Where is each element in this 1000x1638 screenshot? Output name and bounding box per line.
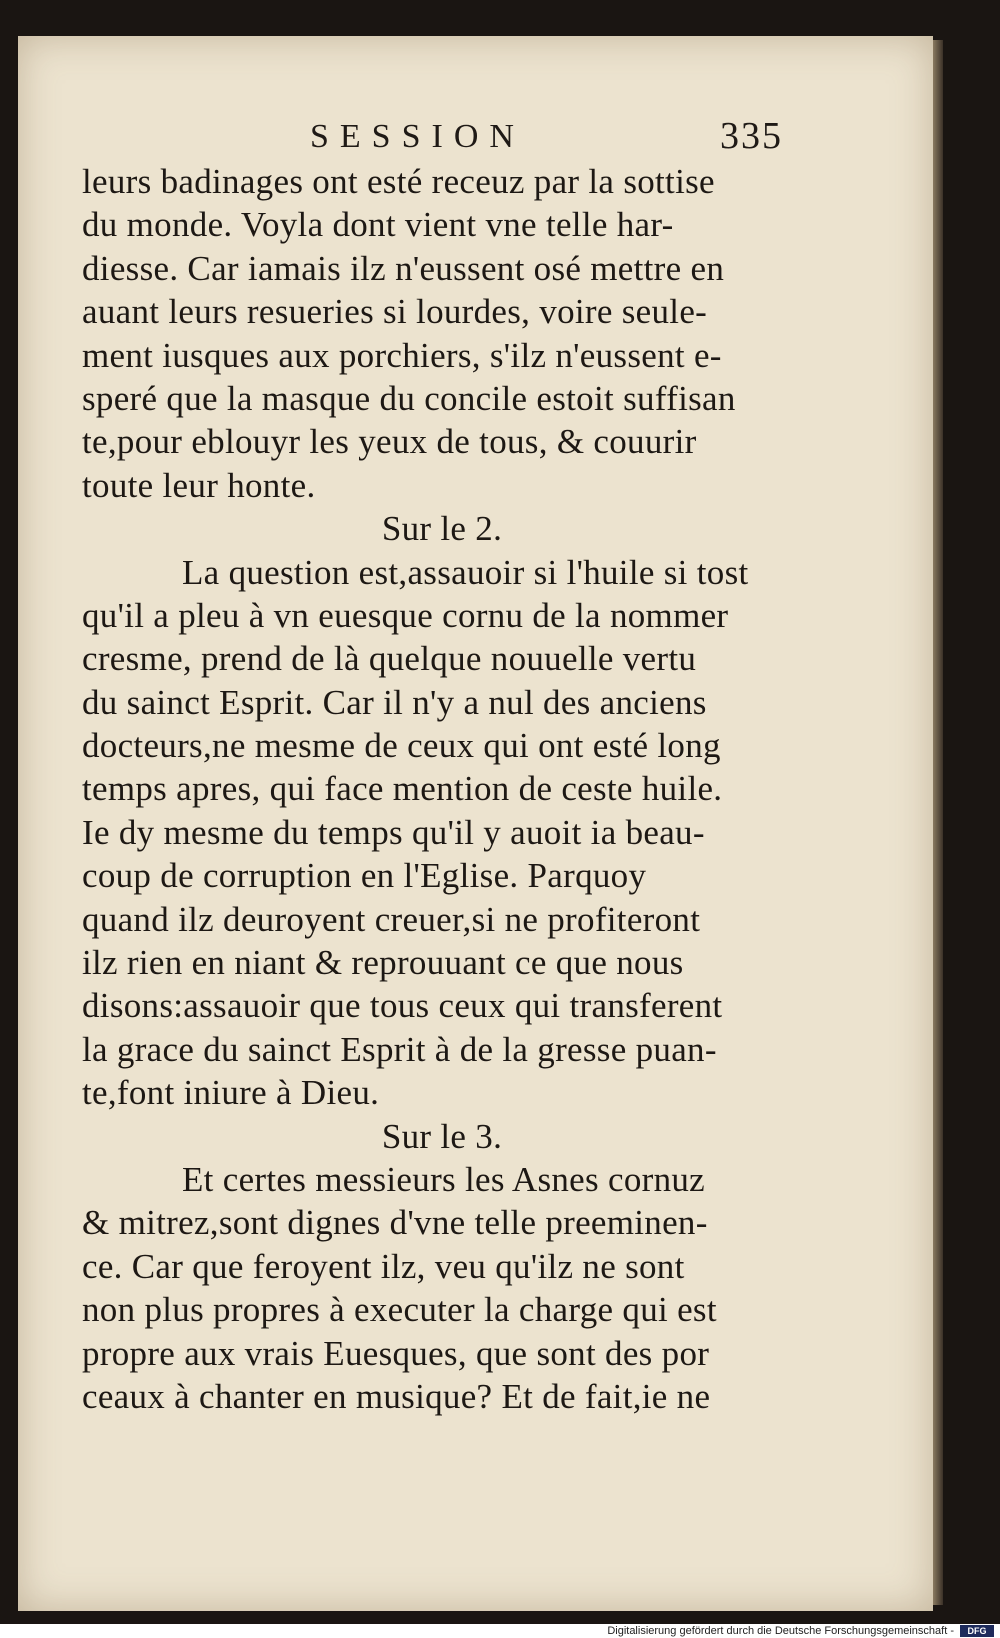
text-line: Et certes messieurs les Asnes cornuz bbox=[182, 1159, 706, 1199]
text-line: du monde. Voyla dont vient vne telle har- bbox=[82, 205, 674, 245]
text-line: leurs badinages ont esté receuz par la sottise bbox=[82, 162, 715, 201]
text-line: La question est,assauoir si l'huile si tost bbox=[182, 552, 749, 592]
section-heading: Sur le 2. bbox=[381, 509, 503, 549]
text-line: & mitrez,sont dignes d'vne telle preeminen- bbox=[82, 1203, 708, 1243]
text-line: te,font iniure à Dieu. bbox=[82, 1073, 380, 1113]
text-line: quand ilz deuroyent creuer,si ne profiteront bbox=[82, 899, 701, 939]
text-line: ment iusques aux porchiers, s'ilz n'eussent e- bbox=[82, 335, 722, 375]
text-line: speré que la masque du concile estoit suffisan bbox=[82, 378, 736, 418]
running-head: SESSION bbox=[310, 118, 525, 155]
text-line: toute leur honte. bbox=[82, 465, 316, 505]
footer-bar bbox=[0, 1624, 1000, 1638]
text-line: ilz rien en niant & reprouuant ce que nous bbox=[82, 943, 684, 983]
text-line: disons:assauoir que tous ceux qui transferent bbox=[82, 986, 723, 1026]
text-line: ceaux à chanter en musique? Et de fait,ie ne bbox=[82, 1376, 711, 1416]
text-line: temps apres, qui face mention de ceste huile. bbox=[82, 769, 723, 809]
text-line: ce. Car que feroyent ilz, veu qu'ilz ne sont bbox=[82, 1246, 685, 1286]
text-line: du sainct Esprit. Car il n'y a nul des anciens bbox=[82, 682, 707, 722]
text-line: la grace du sainct Esprit à de la gresse puan- bbox=[82, 1029, 717, 1069]
text-line: non plus propres à executer la charge qui est bbox=[82, 1290, 717, 1330]
text-line: te,pour eblouyr les yeux de tous, & couurir bbox=[82, 422, 697, 462]
text-line: propre aux vrais Euesques, que sont des por bbox=[82, 1333, 710, 1373]
funding-credit: Digitalisierung gefördert durch die Deutsche Forschungsgemeinschaft - bbox=[607, 1625, 954, 1637]
text-line: cresme, prend de là quelque nouuelle vertu bbox=[82, 639, 697, 679]
page-number: 335 bbox=[720, 115, 783, 157]
body-text bbox=[82, 160, 802, 1418]
text-line: auant leurs resueries si lourdes, voire seule- bbox=[82, 292, 708, 332]
text-line: Ie dy mesme du temps qu'il y auoit ia beau- bbox=[82, 812, 705, 852]
page-edge bbox=[933, 40, 943, 1605]
section-heading: Sur le 3. bbox=[381, 1116, 503, 1156]
dfg-logo: DFG bbox=[960, 1625, 994, 1637]
text-line: docteurs,ne mesme de ceux qui ont esté long bbox=[82, 726, 721, 766]
text-line: diesse. Car iamais ilz n'eussent osé mettre en bbox=[82, 248, 725, 288]
text-line: qu'il a pleu à vn euesque cornu de la nommer bbox=[82, 595, 729, 635]
text-line: coup de corruption en l'Eglise. Parquoy bbox=[82, 856, 647, 896]
